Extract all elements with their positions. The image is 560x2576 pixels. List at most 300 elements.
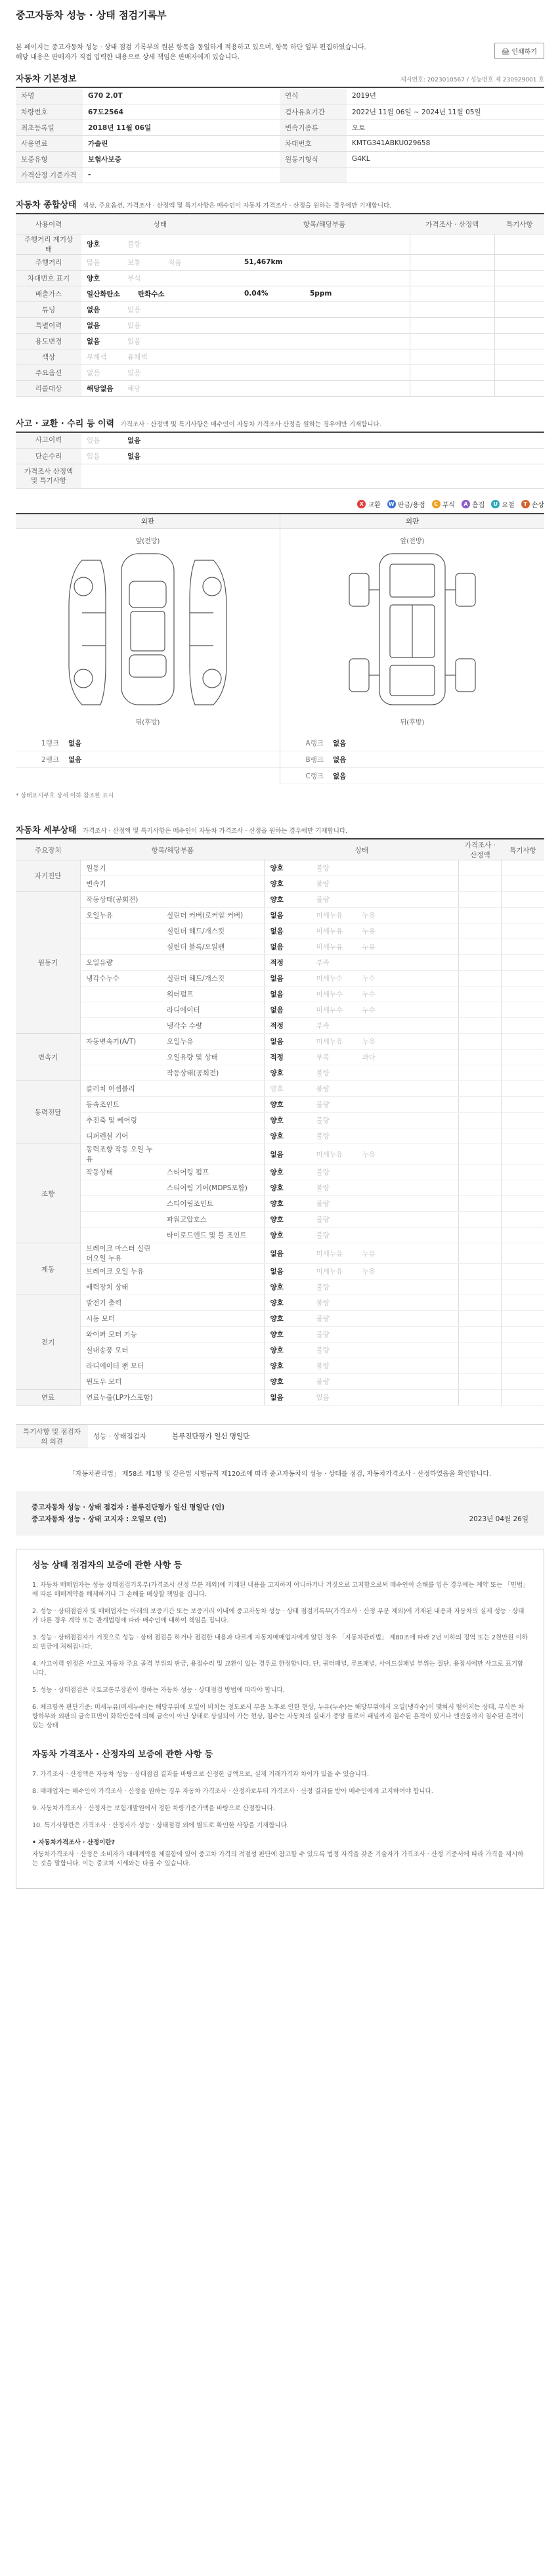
field-value: 가솔린 [83,135,280,151]
outer-panel-diagram [16,514,280,784]
intro-line: 본 페이지는 중고자동차 성능 · 상태 점검 기록부의 원본 항목을 동일하게 적용하고 있으며, 항목 하단 일부 편집하였습니다. [16,44,366,51]
damage-legend [16,499,544,509]
remark-cell [502,1065,544,1081]
price-cell [459,1212,502,1228]
accident-row [16,464,544,489]
field-value: 보험사보증 [83,151,280,167]
device-category: 조향 [16,1144,81,1243]
detail-state [265,1034,459,1050]
detail-item: 윈도우 모터 [81,1374,162,1390]
state-option: 없음 [270,943,284,951]
detail-state [265,892,459,908]
intro-line: 해당 내용은 판매자가 직접 입력한 내용으로 상세 책임은 판매자에게 있습니다. [16,54,240,61]
field-value: 2022년 11월 06일 ~ 2024년 11월 05일 [347,104,544,120]
detail-state [265,1279,459,1295]
detail-state [265,1097,459,1113]
detail-row [16,1113,544,1128]
price-cell [459,1327,502,1343]
device-category: 전기 [16,1295,81,1390]
state-option: 미세누유 [316,1268,343,1276]
rank-label: B랭크 [305,755,324,764]
field-label: 보증유형 [16,151,83,167]
detail-subitem: 실린더 커버(로커암 커버) [162,908,265,923]
basic-info-row [16,167,544,183]
remark-cell [502,1311,544,1327]
state-option: 없음 [270,990,284,998]
state-option: 미세누유 [316,1038,343,1046]
warranty-item: 4. 사고이력 인정은 사고로 자동차 주요 골격 부위의 판금, 용접수리 및 교환이 있는 경우로 한정합니다. 단, 쿼터패널, 루프패널, 사이드실패널 부위는 절단, 용접시에만 사고로 표기합니다. [32,1660,524,1677]
price-cell [459,1358,502,1374]
price-cell [459,1264,502,1279]
rank-label: C랭크 [305,772,324,780]
detail-row [16,1279,544,1295]
state-option: 미세누유 [316,1150,343,1159]
warranty-item: 3. 성능 · 상태점검자가 거짓으로 성능 · 상태 점검을 하거나 점검한 내용과 다르게 자동차매매업자에게 알린 경우 「자동차관리법」 제80조에 따라 2년 이하의 징역 또는 2천만원 이하의 벌금에 처해집니다. [32,1634,528,1651]
state-option: 불량 [127,240,141,248]
field-label: 최초등록일 [16,120,83,135]
state-option: 불량 [316,1232,330,1239]
legend-symbol-icon: C [432,500,441,508]
detail-subitem: 워터펌프 [162,987,265,1002]
state-option: 누유 [362,943,376,951]
detail-state [265,1264,459,1279]
detail-item [81,939,162,955]
state-option: 없음 [87,305,100,314]
warranty-info [16,1549,544,1889]
detail-state [265,1165,459,1180]
detail-subitem [162,892,265,908]
remark-cell [494,301,544,317]
right-front-wheelhouse [456,573,475,606]
summary-row [16,286,544,301]
price-cell [410,254,494,270]
remark-cell [502,1279,544,1295]
price-cell [410,380,494,396]
detail-row [16,1180,544,1196]
detail-subitem [162,876,265,892]
summary-section-header [16,198,544,214]
remark-cell [502,908,544,923]
state-option: 불량 [316,1184,330,1192]
state-option: 부족 [316,1022,330,1030]
summary-section-title: 자동차 종합상태 [16,200,77,210]
state-option: 불량 [316,1331,330,1339]
detail-subitem: 오일유량 및 상태 [162,1050,265,1065]
summary-state [81,380,239,396]
state-option: 양호 [270,1216,284,1224]
price-cell [459,1050,502,1065]
state-option: 양호 [270,1378,284,1386]
rear-label: 뒤(후방) [400,719,425,726]
state-option: 양호 [270,1331,284,1339]
price-cell [459,860,502,876]
price-cell [410,317,494,333]
detail-subitem: 냉각수 수량 [162,1018,265,1034]
detail-item: 추진축 및 베어링 [81,1113,162,1128]
price-cell [459,892,502,908]
field-label: 가격산정 기준가격 [16,167,83,183]
state-option: 누수 [362,1006,376,1014]
field-value: 오토 [347,120,544,135]
state-option: 미세누수 [316,990,343,998]
column-header: 상태 [81,214,239,234]
summary-item [239,317,410,333]
detail-state [265,908,459,923]
state-option: 적정 [270,1054,284,1061]
summary-item [239,349,410,365]
detail-state [265,1196,459,1212]
column-header: 특기사항 [502,840,544,860]
field-label: 차대번호 [280,135,347,151]
price-cell [459,1144,502,1165]
state-option: 없음 [87,321,100,330]
state-option: 적음 [168,258,182,267]
detail-item [81,1196,162,1212]
basic-info-row [16,88,544,104]
legend-item [462,499,485,509]
summary-state [81,349,239,365]
summary-section-sub: 색상, 주요옵션, 가격조사 · 산정액 및 특기사항은 매수인이 자동차 가격조사 · 산정을 원하는 경우에만 기재합니다. [82,202,392,210]
detail-subitem [162,1279,265,1295]
remark-cell [502,971,544,987]
remark-cell [502,1144,544,1165]
left-front-wheel [74,577,93,596]
detail-state [265,1180,459,1196]
detail-subitem [162,1343,265,1358]
summary-item [239,254,410,270]
column-header: 상태 [265,840,459,860]
detail-item [81,923,162,939]
remark-cell [502,1081,544,1097]
state-option: 불량 [316,864,330,872]
summary-row [16,365,544,380]
summary-state [81,333,239,349]
state-option: 양호 [270,1299,284,1307]
detail-item: 연료누출(LP가스포함) [81,1390,162,1406]
detail-state [265,876,459,892]
detail-state [265,1081,459,1097]
column-header: 항목/해당부품 [239,214,410,234]
field-label: 검사유효기간 [280,104,347,120]
windshield [129,581,166,608]
remark-cell [502,1243,544,1264]
car-top-body [121,554,174,705]
detail-row [16,1212,544,1228]
price-cell [410,286,494,301]
roof [131,611,165,651]
price-cell [459,971,502,987]
state-option: 있음 [127,305,141,314]
detail-state [265,1358,459,1374]
state-option: 없음 [270,1394,284,1402]
device-category: 동력전달 [16,1081,81,1144]
column-header: 주요장치 [16,840,81,860]
state-option: 미세누수 [316,975,343,983]
detail-state [265,1390,459,1406]
warranty-item: 5. 성능 · 상태점검은 국토교통부장관이 정하는 자동차 성능 · 상태점검 방법에 따라야 합니다. [32,1687,285,1694]
summary-state [81,254,239,270]
remark-cell [502,1050,544,1065]
detail-item: 브레이크 오일 누유 [81,1264,162,1279]
state-option: 불량 [316,1299,330,1307]
detail-subitem: 실린더 블록/오일팬 [162,939,265,955]
print-button[interactable]: 🖨 인쇄하기 [494,43,544,59]
accident-row [16,449,544,464]
state-option: 있음 [316,1394,330,1402]
detail-row [16,1018,544,1034]
rank-label: 1랭크 [41,739,59,747]
summary-label: 색상 [16,349,81,365]
rear-label: 뒤(후방) [135,719,160,726]
state-option: 미세누수 [316,1006,343,1014]
summary-state [81,270,239,286]
state-option: 없음 [127,436,141,445]
car-diagram [16,513,544,784]
detail-row [16,1374,544,1390]
field-label [280,167,347,183]
remark-cell [502,1390,544,1406]
price-cell [410,365,494,380]
state-option: 불량 [316,1283,330,1291]
summary-table [16,214,544,397]
outer-car-drawing [43,534,253,731]
column-header: 항목/해당부품 [81,840,265,860]
summary-state [81,301,239,317]
remark-cell [502,1180,544,1196]
detail-item: 오일누유 [81,908,162,923]
state-option: 없음 [127,453,141,460]
accident-state [81,464,544,489]
pricing-definition: 자동차가격조사 · 산정은 소비자가 매매계약을 체결함에 있어 중고차 가격의 적절성 판단에 참고할 수 있도록 법정 자격을 갖춘 기술자가 가격조사 · 산정 기준서에 따라 가격을 제시하는 것을 말합니다. 이는 중고차 시세와는 다를 수 있습니다. [32,1851,524,1867]
state-option: 없음 [270,1038,284,1046]
detail-subitem [162,1390,265,1406]
state-option: 불량 [316,1085,330,1093]
legend-label: 손상 [531,502,544,509]
remark-cell [502,1034,544,1050]
rank-value: 없음 [333,755,347,764]
state-option: 불량 [316,1168,330,1176]
state-option: 많음 [87,258,100,267]
detail-row [16,1243,544,1264]
detail-section-title: 자동차 세부상태 [16,826,77,835]
state-option: 양호 [270,1315,284,1323]
legend-symbol-icon: W [387,500,396,508]
pricing-title: 자동차 가격조사 · 산정자의 보증에 관한 사항 등 [32,1750,213,1760]
summary-label: 주행거리 [16,254,81,270]
summary-row [16,234,544,254]
state-option: 없음 [270,1006,284,1014]
detail-item: 라디에이터 팬 모터 [81,1358,162,1374]
summary-state [81,365,239,380]
emission-rate: 0.04% [244,290,269,298]
state-option: 양호 [87,274,100,282]
summary-item [239,301,410,317]
state-option: 미세누유 [316,943,343,951]
price-cell [459,1128,502,1144]
price-cell [459,1065,502,1081]
detail-state [265,987,459,1002]
summary-row [16,317,544,333]
detail-subitem [162,1081,265,1097]
detail-state [265,1243,459,1264]
summary-item [239,234,410,254]
state-option: 있음 [87,453,100,460]
price-cell [459,939,502,955]
price-cell [459,1002,502,1018]
detail-row [16,1065,544,1081]
detail-item: 동력조향 작동 오일 누유 [81,1144,162,1165]
detail-state [265,971,459,987]
detail-row [16,1358,544,1374]
detail-row [16,1050,544,1065]
detail-item: 시동 모터 [81,1311,162,1327]
detail-item: 등속조인트 [81,1097,162,1113]
state-option: 불량 [316,1069,330,1077]
detail-row [16,1196,544,1212]
state-option: 없음 [270,927,284,935]
price-cell [459,1279,502,1295]
column-header: 특기사항 [494,214,544,234]
rank-row [16,751,280,768]
remark-cell [502,1018,544,1034]
price-cell [459,1343,502,1358]
state-option: 양호 [270,1085,284,1093]
column-header: 가격조사 · 산정액 [410,214,494,234]
detail-item: 발전기 출력 [81,1295,162,1311]
price-cell [459,1113,502,1128]
field-label: 차명 [16,88,83,104]
summary-row [16,270,544,286]
detail-subitem [162,1113,265,1128]
field-value [347,167,544,183]
detail-item: 브레이크 마스터 실린더오일 누유 [81,1243,162,1264]
detail-row [16,1311,544,1327]
accident-label: 단순수리 [16,449,81,464]
state-option: 불량 [316,1132,330,1140]
state-option: 해당 [127,384,141,393]
summary-item [239,380,410,396]
legend-symbol-icon: A [462,500,470,508]
remark-cell [494,365,544,380]
left-side-body [69,560,106,705]
legend-item [387,499,425,509]
rank-value: 없음 [333,739,347,747]
price-cell [459,1196,502,1212]
detail-state [265,1002,459,1018]
intro [16,43,544,62]
remark-cell [494,349,544,365]
basic-info-row [16,104,544,120]
detail-subitem: 스티어링 기어(MDPS포함) [162,1180,265,1196]
rank-label: 2랭크 [41,755,59,764]
price-cell [410,301,494,317]
detail-section-sub: 가격조사 · 산정액 및 특기사항은 매수인이 자동차 가격조사 · 산정을 원하는 경우에만 기재합니다. [82,828,348,835]
detail-item: 변속기 [81,876,162,892]
state-option: 양호 [270,880,284,888]
device-category: 원동기 [16,892,81,1034]
price-cell [459,1243,502,1264]
detail-row [16,1144,544,1165]
detail-subitem [162,1243,265,1264]
legend-item [432,499,455,509]
remark-cell [494,234,544,254]
state-option: 불량 [316,1362,330,1370]
state-option: 있음 [127,321,141,330]
remark-cell [502,876,544,892]
summary-row [16,333,544,349]
detail-item: 와이퍼 모터 기능 [81,1327,162,1343]
state-option: 미세누유 [316,1249,343,1258]
field-value: - [83,167,280,183]
detail-row [16,1295,544,1311]
detail-subitem: 스티어링 펌프 [162,1165,265,1180]
rank-value: 없음 [68,755,82,764]
legal-notice: 「자동차관리법」 제58조 제1항 및 같은법 시행규칙 제120조에 따라 중고자동차의 성능 · 상태를 점검, 자동차가격조사 · 산정하였음을 확인합니다. [68,1471,492,1478]
state-option: 불량 [316,1101,330,1109]
basic-section-header [16,72,544,88]
detail-row [16,908,544,923]
state-option: 양호 [270,1200,284,1208]
page-title: 중고자동차 성능 · 상태 점검기록부 [16,9,167,21]
summary-label: 용도변경 [16,333,81,349]
rank-row [280,751,544,768]
rank-value: 없음 [333,772,347,780]
state-option: 일산화탄소 [87,290,120,298]
frame-diagram [280,514,544,784]
detail-row [16,1128,544,1144]
detail-row [16,1034,544,1050]
remark-cell [494,270,544,286]
state-option: 없음 [87,337,100,345]
frame-rank-list [280,735,544,784]
detail-state [265,1212,459,1228]
field-value: G70 2.0T [83,88,280,104]
special-notes-table [16,1424,544,1448]
price-cell [459,1228,502,1243]
detail-row [16,1390,544,1406]
field-label: 변속기종류 [280,120,347,135]
detail-subitem: 실린더 헤드/개스킷 [162,971,265,987]
legend-item [357,499,380,509]
detail-row [16,1165,544,1180]
summary-label: 튜닝 [16,301,81,317]
detail-state [265,1295,459,1311]
legend-symbol-icon: U [491,500,500,508]
detail-subitem [162,1358,265,1374]
detail-row [16,1264,544,1279]
state-option: 양호 [270,1101,284,1109]
detail-row [16,971,544,987]
detail-item: 원동기 [81,860,162,876]
detail-row [16,1002,544,1018]
field-value: KMTG341ABKU029658 [347,135,544,151]
field-label: 차량번호 [16,104,83,120]
remark-cell [502,955,544,971]
accident-section-header [16,416,544,433]
state-option: 누유 [362,1038,376,1046]
state-option: 없음 [270,1150,284,1159]
frame-label: 외판 [280,514,544,529]
remark-cell [502,1343,544,1358]
right-rear-wheel [203,669,221,688]
state-option: 양호 [270,1283,284,1291]
detail-item [81,1065,162,1081]
emission-rate: 5ppm [310,290,332,298]
state-option: 과다 [362,1054,376,1061]
remark-cell [502,1128,544,1144]
summary-label: 주요옵션 [16,365,81,380]
summary-state [81,234,239,254]
